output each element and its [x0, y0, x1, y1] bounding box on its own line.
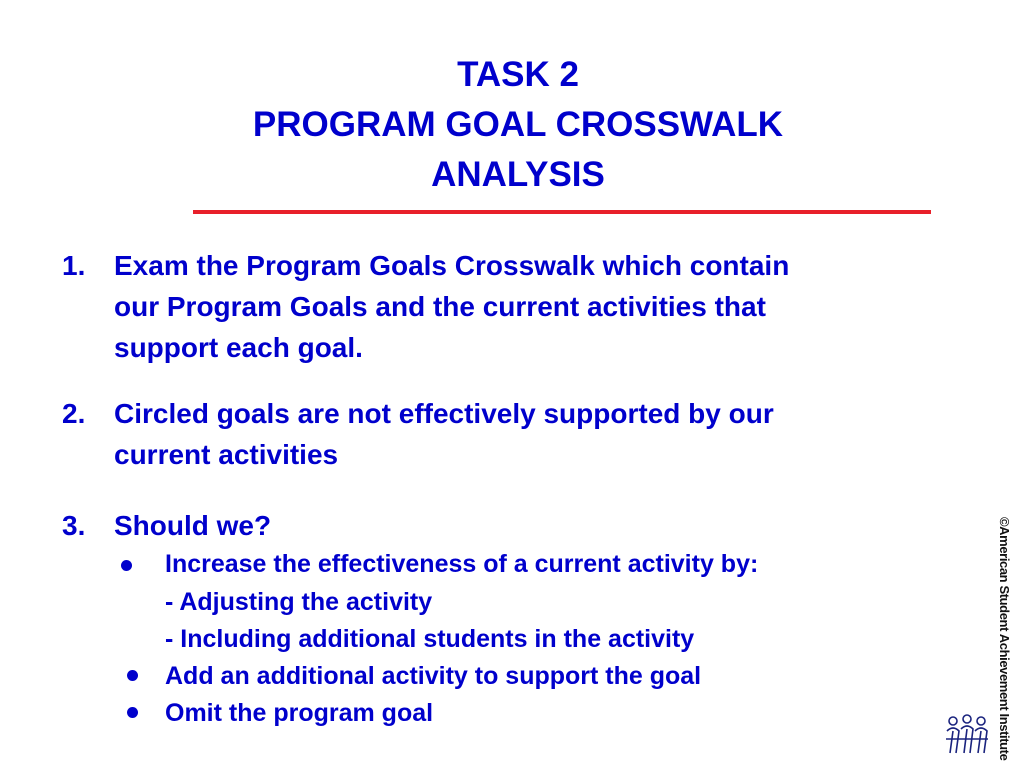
title-divider: [193, 210, 931, 214]
sub-dash-2: - Including additional students in the activity: [165, 625, 695, 653]
sub-bullet-2: Add an additional activity to support the goal: [165, 662, 702, 690]
bullet-icon: [121, 560, 132, 571]
title-line-1: TASK 2: [457, 55, 579, 94]
bullet-icon: [127, 670, 138, 681]
list-line: current activities: [114, 439, 339, 470]
list-text-2: [114, 393, 944, 475]
bullet-icon: [127, 707, 138, 718]
title-line-3: ANALYSIS: [431, 155, 605, 194]
sub-dash-1: - Adjusting the activity: [165, 588, 433, 616]
list-text-1: [114, 245, 944, 368]
sub-bullet-1: Increase the effectiveness of a current activity by:: [165, 550, 759, 578]
list-number-3: 3.: [62, 510, 86, 541]
institute-logo-icon: [944, 713, 990, 757]
list-number-2: 2.: [62, 398, 86, 429]
copyright-watermark: ©American Student Achievement Institute: [997, 517, 1012, 761]
list-line: support each goal.: [114, 332, 363, 363]
list-text-3: [114, 505, 944, 546]
list-line: Should we?: [114, 510, 272, 541]
title-line-2: PROGRAM GOAL CROSSWALK: [252, 105, 784, 144]
list-line: Circled goals are not effectively supported by our: [114, 398, 774, 429]
slide-title: [100, 50, 936, 200]
list-line: our Program Goals and the current activities that: [114, 291, 766, 322]
list-number-1: 1.: [62, 250, 86, 281]
sub-bullet-3: Omit the program goal: [165, 699, 434, 727]
list-line: Exam the Program Goals Crosswalk which contain: [114, 250, 790, 281]
